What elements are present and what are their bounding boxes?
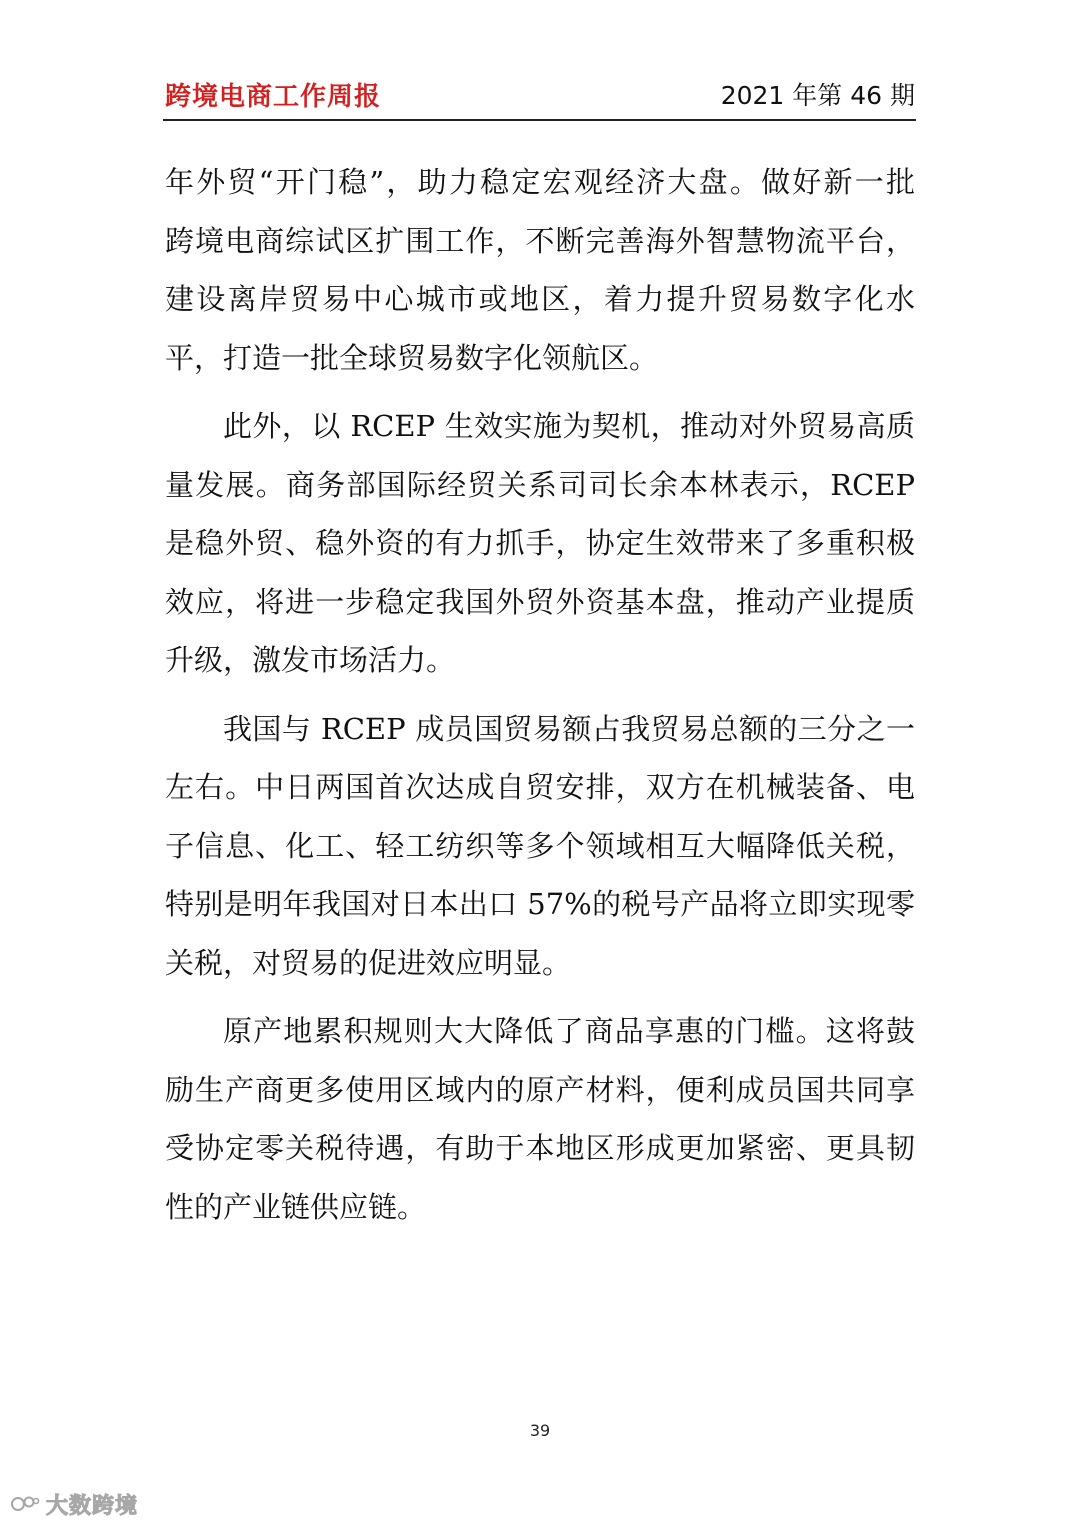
text-line: 年外贸“开门稳”，助力稳定宏观经济大盘。做好新一批 [165,165,915,199]
text-line: 关税，对贸易的促进效应明显。 [165,945,572,980]
text-line: 平，打造一批全球贸易数字化领航区。 [165,340,659,375]
text-line: 量发展。商务部国际经贸关系司司长余本林表示，RCEP [165,467,915,502]
text-line: 子信息、化工、轻工纺织等多个领域相互大幅降低关税， [165,828,915,863]
text-line: 此外，以 RCEP 生效实施为契机，推动对外贸易高质 [223,409,915,443]
text-line: 特别是明年我国对日本出口 57%的税号产品将立即实现零 [165,887,915,921]
page-number: 39 [529,1421,551,1440]
text-line: 建设离岸贸易中心城市或地区，着力提升贸易数字化水 [165,282,915,316]
text-line: 效应，将进一步稳定我国外贸外资基本盘，推动产业提质 [165,584,915,619]
text-line: 励生产商更多使用区域内的原产材料，便利成员国共同享 [165,1072,915,1107]
watermark-text: 大数跨境 [46,1493,139,1519]
text-line: 升级，激发市场活力。 [165,643,456,677]
paragraph-4 [165,1002,915,1236]
text-line: 原产地累积规则大大降低了商品享惠的门槛。这将鼓 [223,1014,915,1048]
text-line: 左右。中日两国首次达成自贸安排，双方在机械装备、电 [165,770,915,804]
text-line: 我国与 RCEP 成员国贸易额占我贸易总额的三分之一 [223,711,915,746]
article-body [165,153,915,1236]
text-line: 是稳外贸、稳外资的有力抓手，协定生效带来了多重积极 [165,526,915,560]
paragraph-2 [165,397,915,690]
brand-logo-icon [10,1492,40,1516]
text-line: 性的产业链供应链。 [165,1189,427,1224]
header-divider [163,119,916,121]
text-line: 跨境电商综试区扩围工作，不断完善海外智慧物流平台， [165,223,915,258]
paragraph-1 [165,153,915,387]
issue-number: 2021 年第 46 期 [720,81,915,110]
text-line: 受协定零关税待遇，有助于本地区形成更加紧密、更具韧 [165,1131,915,1165]
watermark [10,1488,138,1520]
publication-title: 跨境电商工作周报 [165,82,382,112]
paragraph-3 [165,700,915,993]
page-header [165,76,915,116]
